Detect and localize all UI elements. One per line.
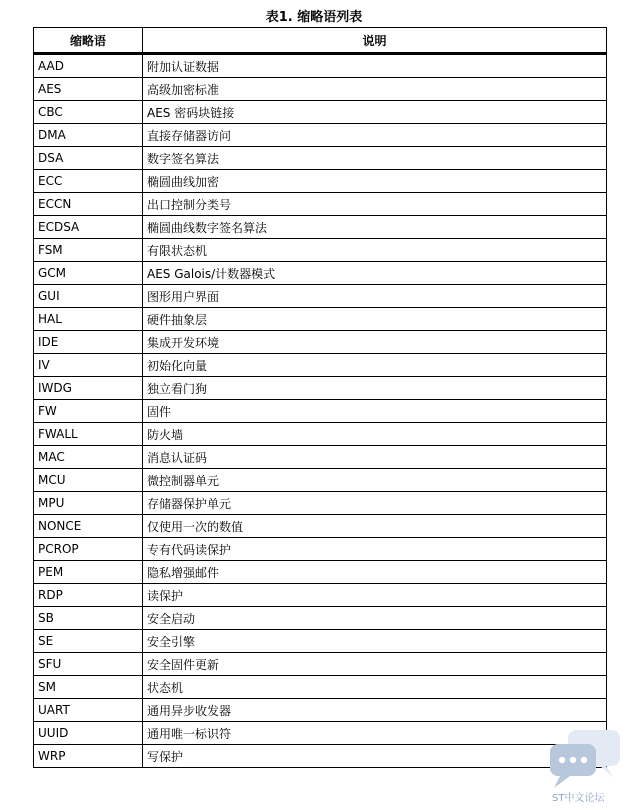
abbreviation-cell: MPU [34,492,143,515]
table-row [34,124,607,147]
table-row [34,239,607,262]
header-description: 说明 [143,28,607,54]
description-cell: 独立看门狗 [143,377,607,400]
description-cell: 仅使用一次的数值 [143,515,607,538]
description-cell: 专有代码读保护 [143,538,607,561]
table-row [34,308,607,331]
table-row [34,722,607,745]
abbreviation-cell: SFU [34,653,143,676]
description-cell: 集成开发环境 [143,331,607,354]
table-row [34,630,607,653]
description-cell: 读保护 [143,584,607,607]
abbreviation-cell: FW [34,400,143,423]
description-cell: 消息认证码 [143,446,607,469]
table-row [34,400,607,423]
table-row [34,377,607,400]
abbreviation-table [33,27,607,768]
table-caption: 表1. 缩略语列表 [265,10,363,25]
abbreviation-cell: FSM [34,239,143,262]
abbreviation-cell: GUI [34,285,143,308]
header-abbreviation: 缩略语 [34,28,143,54]
table-row [34,78,607,101]
abbreviation-cell: SM [34,676,143,699]
abbreviation-cell: SB [34,607,143,630]
table-header-row [34,28,607,54]
watermark-label: ST中文论坛 [552,793,605,804]
description-cell: 微控制器单元 [143,469,607,492]
abbreviation-cell: UART [34,699,143,722]
description-cell: AES 密码块链接 [143,101,607,124]
abbreviation-cell: ECC [34,170,143,193]
description-cell: 安全固件更新 [143,653,607,676]
abbreviation-cell: NONCE [34,515,143,538]
table-row [34,469,607,492]
abbreviation-cell: HAL [34,308,143,331]
abbreviation-cell: CBC [34,101,143,124]
table-row [34,607,607,630]
abbreviation-cell: DSA [34,147,143,170]
description-cell: 椭圆曲线加密 [143,170,607,193]
table-row [34,492,607,515]
description-cell: 安全引擎 [143,630,607,653]
description-cell: 直接存储器访问 [143,124,607,147]
table-row [34,285,607,308]
table-row [34,170,607,193]
description-cell: 通用异步收发器 [143,699,607,722]
abbreviation-cell: WRP [34,745,143,768]
description-cell: 硬件抽象层 [143,308,607,331]
description-cell: 固件 [143,400,607,423]
description-cell: 通用唯一标识符 [143,722,607,745]
description-cell: 图形用户界面 [143,285,607,308]
abbreviation-cell: FWALL [34,423,143,446]
abbreviation-cell: GCM [34,262,143,285]
description-cell: 出口控制分类号 [143,193,607,216]
table-row [34,147,607,170]
description-cell: 数字签名算法 [143,147,607,170]
abbreviation-cell: IDE [34,331,143,354]
abbreviation-cell: ECCN [34,193,143,216]
table-row [34,331,607,354]
abbreviation-cell: AES [34,78,143,101]
table-row [34,699,607,722]
description-cell: AES Galois/计数器模式 [143,262,607,285]
table-row [34,54,607,78]
description-cell: 椭圆曲线数字签名算法 [143,216,607,239]
description-cell: 状态机 [143,676,607,699]
description-cell: 安全启动 [143,607,607,630]
table-row [34,354,607,377]
abbreviation-cell: PEM [34,561,143,584]
abbreviation-cell: PCROP [34,538,143,561]
abbreviation-cell: AAD [34,54,143,78]
abbreviation-cell: IWDG [34,377,143,400]
abbreviation-cell: MAC [34,446,143,469]
description-cell: 高级加密标准 [143,78,607,101]
table-row [34,561,607,584]
table-row [34,584,607,607]
abbreviation-cell: ECDSA [34,216,143,239]
description-cell: 隐私增强邮件 [143,561,607,584]
description-cell: 初始化向量 [143,354,607,377]
abbreviation-cell: UUID [34,722,143,745]
table-row [34,676,607,699]
description-cell: 写保护 [143,745,607,768]
abbreviation-cell: MCU [34,469,143,492]
description-cell: 有限状态机 [143,239,607,262]
description-cell: 存储器保护单元 [143,492,607,515]
abbreviation-cell: RDP [34,584,143,607]
table-row [34,262,607,285]
table-row [34,653,607,676]
abbreviation-cell: DMA [34,124,143,147]
table-row [34,515,607,538]
table-row [34,745,607,768]
table-row [34,193,607,216]
abbreviation-cell: IV [34,354,143,377]
abbreviation-cell: SE [34,630,143,653]
description-cell: 防火墙 [143,423,607,446]
table-row [34,216,607,239]
table-row [34,538,607,561]
description-cell: 附加认证数据 [143,54,607,78]
table-row [34,446,607,469]
table-row [34,101,607,124]
table-row [34,423,607,446]
